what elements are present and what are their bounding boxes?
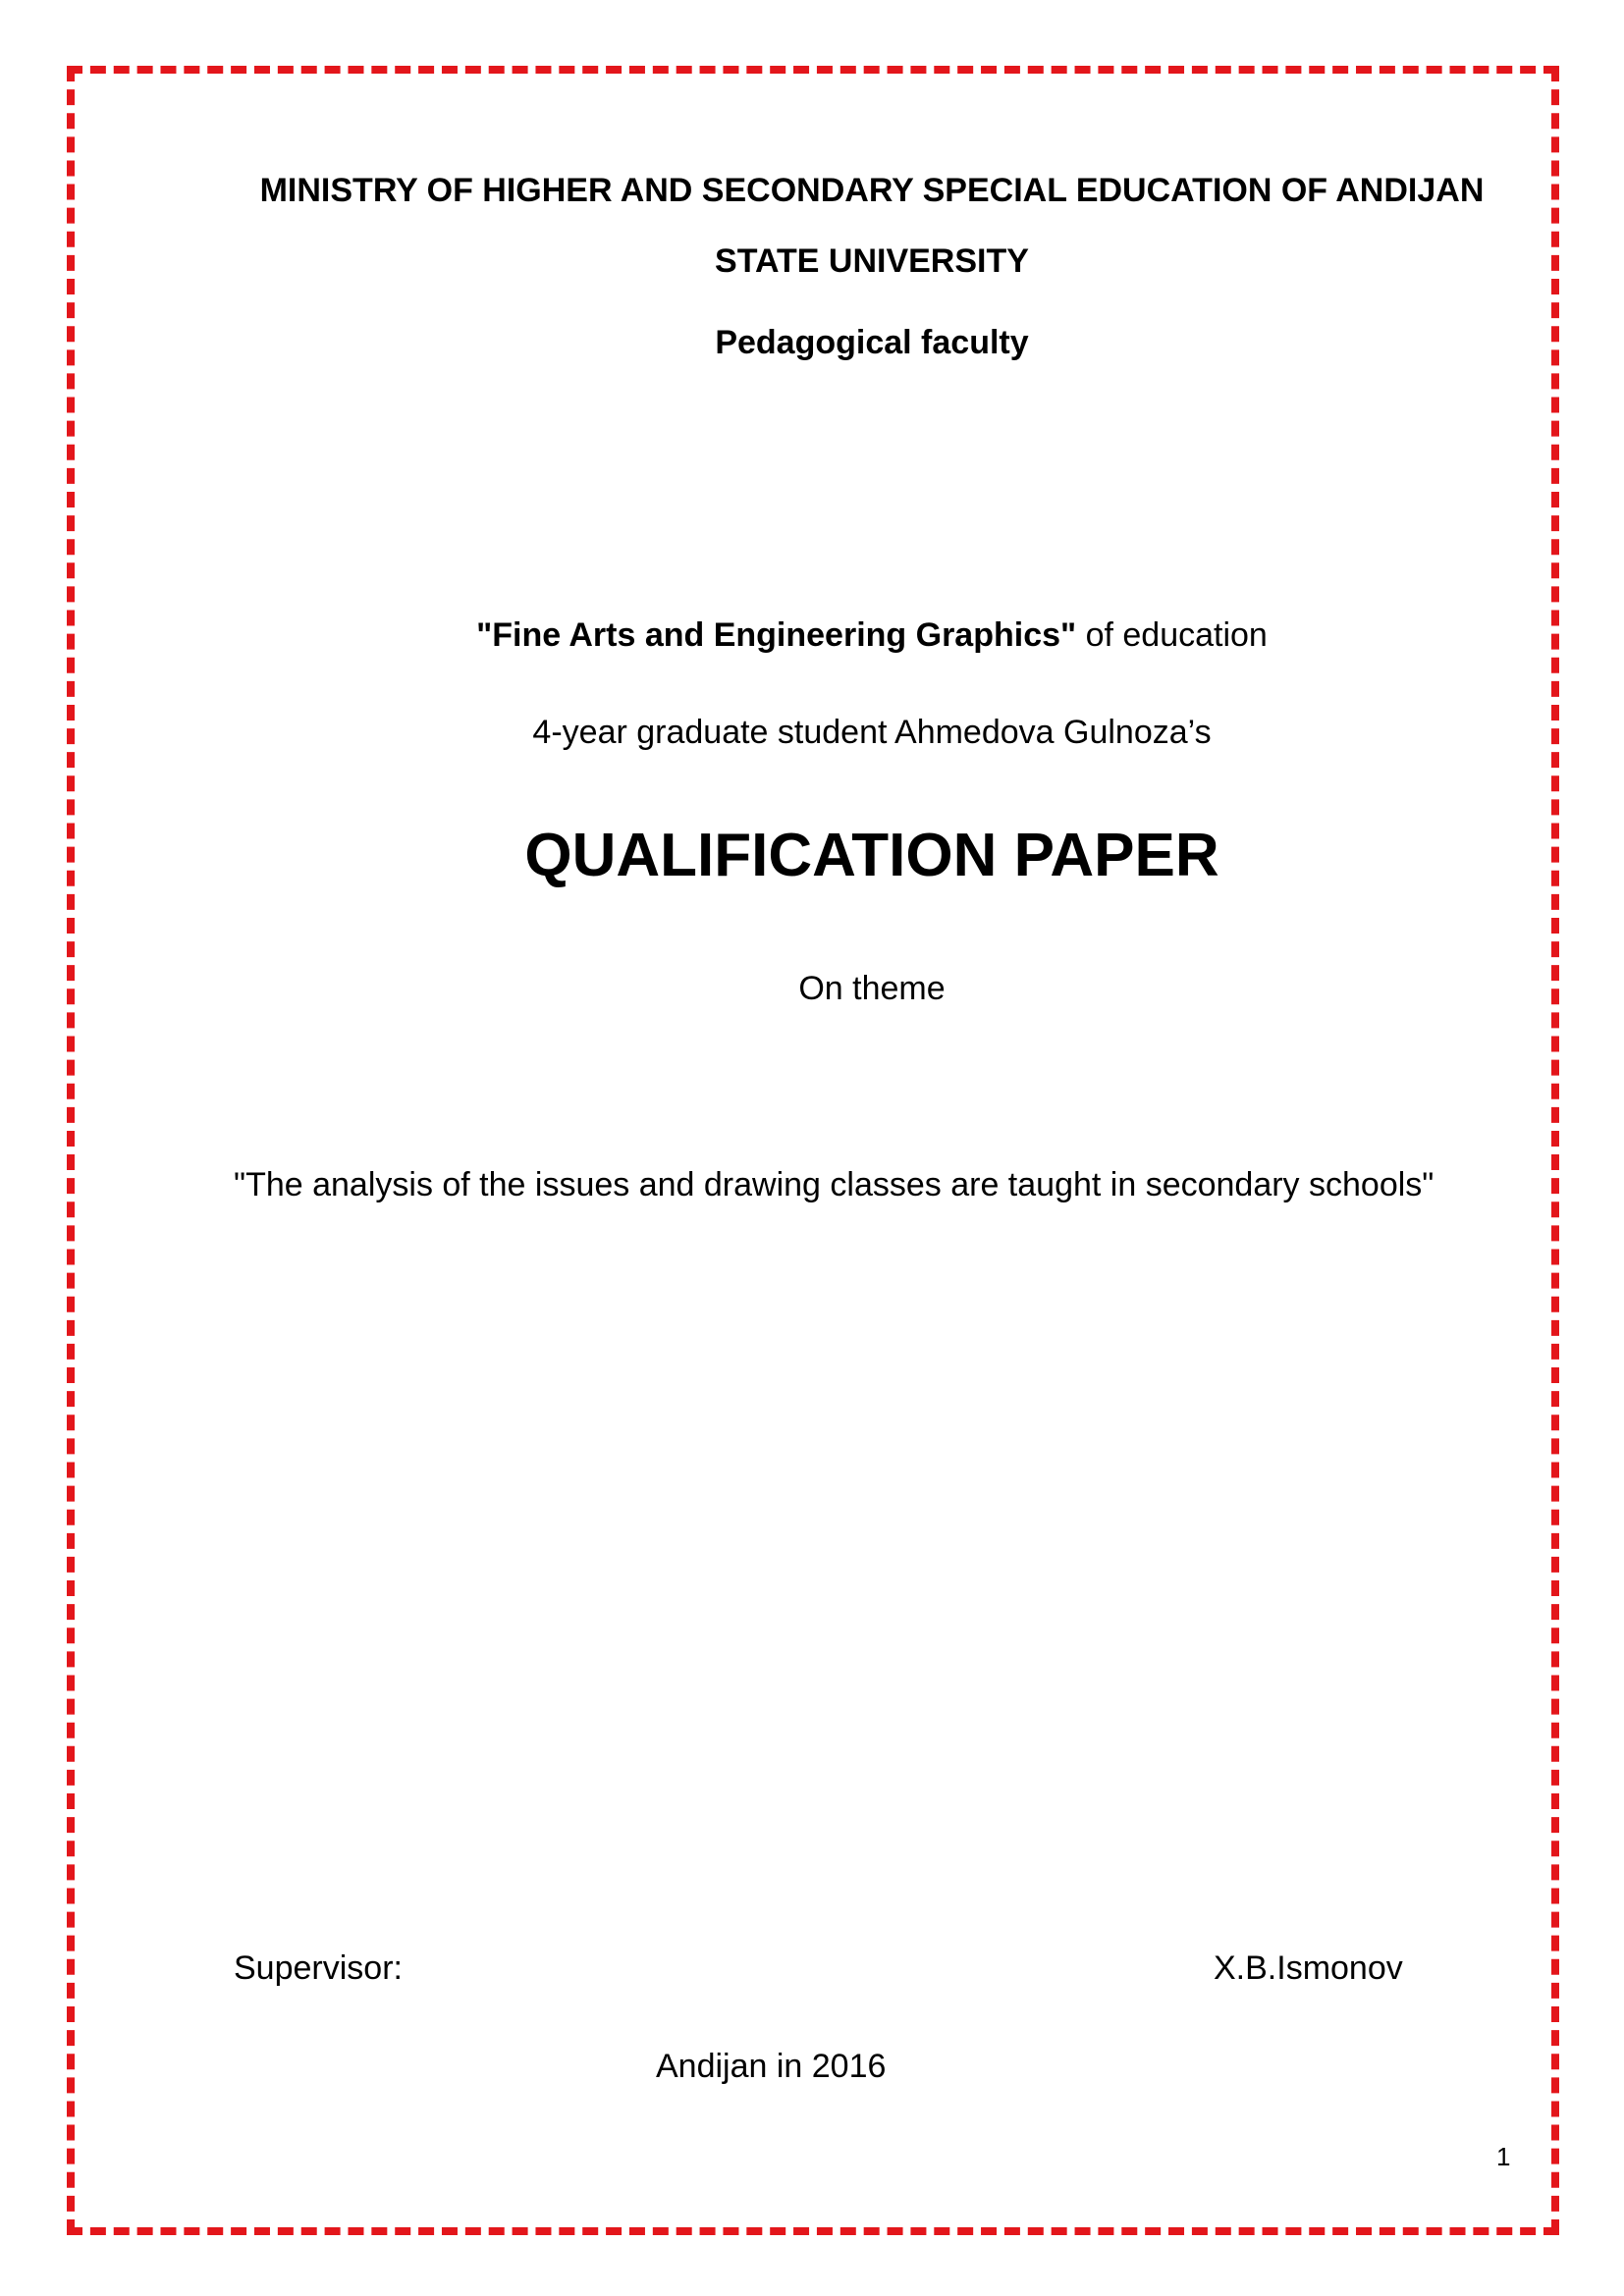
supervisor-name: X.B.Ismonov — [1214, 1949, 1403, 1987]
place-and-year: Andijan in 2016 — [656, 2048, 887, 2085]
on-theme-label: On theme — [798, 970, 946, 1007]
theme-text: "The analysis of the issues and drawing classes are taught in secondary schools" — [234, 1166, 1435, 1203]
department-suffix: of education — [1076, 616, 1268, 654]
department-name: "Fine Arts and Engineering Graphics" — [476, 616, 1077, 654]
document-title: QUALIFICATION PAPER — [524, 822, 1219, 889]
faculty-heading: Pedagogical faculty — [715, 324, 1029, 361]
supervisor-label: Supervisor: — [234, 1949, 403, 1987]
dashed-page-border — [67, 66, 1559, 2235]
ministry-heading: MINISTRY OF HIGHER AND SECONDARY SPECIAL EDUCATION OF ANDIJAN STATE UNIVERSITY — [259, 172, 1485, 280]
department-line — [234, 616, 1510, 655]
page-number: 1 — [1496, 2142, 1511, 2171]
student-line: 4-year graduate student Ahmedova Gulnoza’s — [532, 714, 1212, 751]
